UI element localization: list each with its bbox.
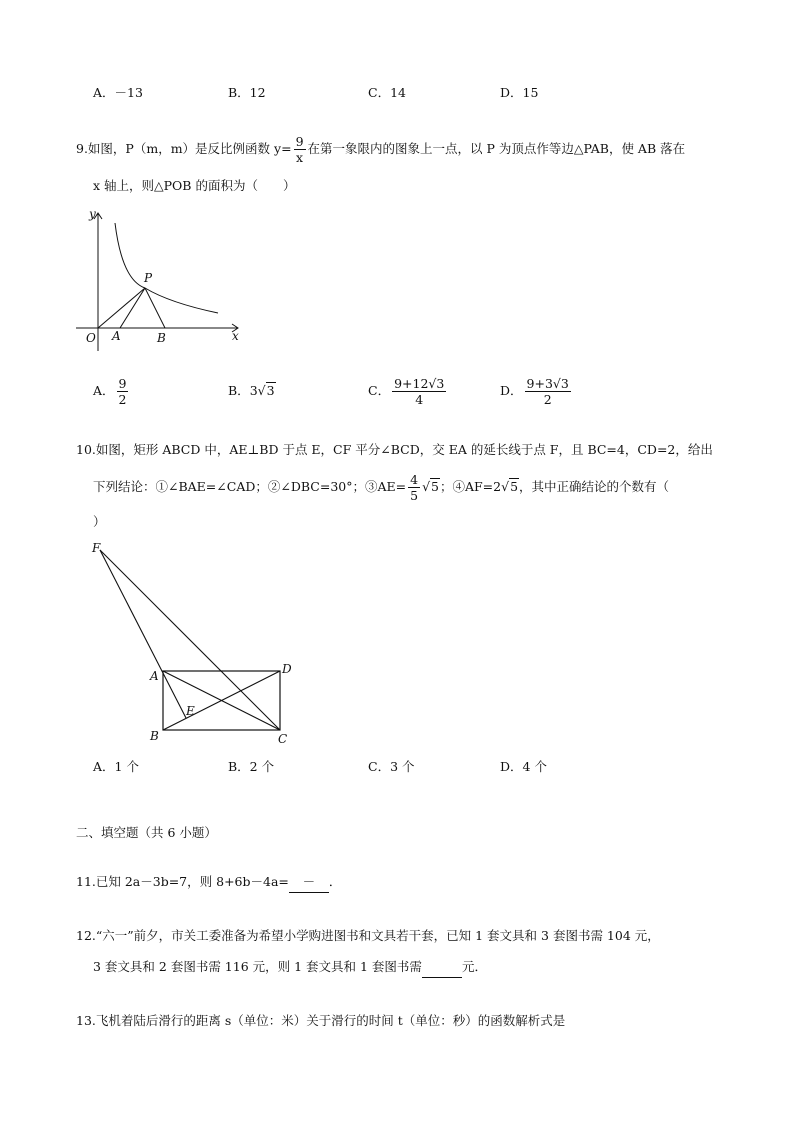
q10-segment-fc xyxy=(100,550,280,730)
q10-option-b: B．2 个 xyxy=(228,759,275,774)
q8-option-c: C．14 xyxy=(368,85,406,100)
q10-stem-line3: ） xyxy=(93,514,106,529)
q9-option-d-fraction xyxy=(525,376,571,407)
q9-label-p: P xyxy=(144,271,153,285)
q9-option-a-den: 2 xyxy=(118,392,127,407)
q9-frac-num: 9 xyxy=(295,134,304,149)
q10-af-sqrt: √5 xyxy=(501,479,519,494)
q10-option-a: A．1 个 xyxy=(93,759,139,774)
q9-option-a-fraction xyxy=(117,376,129,407)
q10-stem-line1: 10.如图，矩形 ABCD 中，AE⊥BD 于点 E，CF 平分∠BCD，交 EA 的延长线于点 F，且 BC=4，CD=2，给出 xyxy=(76,442,713,457)
q9-option-d-num: 9+3√3 xyxy=(526,376,569,391)
q10-line2-part-c: ，其中正确结论的个数有（ xyxy=(519,479,670,494)
q12-answer-blank xyxy=(422,957,462,978)
q13-stem: 13.飞机着陆后滑行的距离 s（单位：米）关于滑行的时间 t（单位：秒）的函数解析式是 xyxy=(76,1013,566,1028)
q10-af-radicand: 5 xyxy=(510,479,519,494)
q11-stem xyxy=(76,872,341,893)
q10-ae-fraction xyxy=(408,472,420,503)
q9-label-x: x xyxy=(232,329,239,343)
q9-option-b-radicand: 3 xyxy=(266,383,275,398)
q10-label-e: E xyxy=(186,704,195,718)
q9-option-b-coef: 3 xyxy=(249,383,258,398)
q10-label-f: F xyxy=(92,541,101,555)
q9-stem-line2: x 轴上，则△POB 的面积为（ ） xyxy=(93,178,296,193)
q12-stem-line2 xyxy=(93,957,487,978)
q9-stem-line1 xyxy=(76,132,685,166)
q9-function-fraction xyxy=(294,134,306,165)
q11-text-b: ． xyxy=(328,874,342,889)
q9-prefix: 9.如图，P（m，m）是反比例函数 y= xyxy=(76,141,292,156)
q9-segment-pb xyxy=(145,288,165,328)
q9-label-o: O xyxy=(86,331,96,345)
q9-segment-op xyxy=(98,288,145,328)
q10-label-c: C xyxy=(278,732,288,746)
q11-text-a: 11.已知 2a－3b=7，则 8+6b－4a= xyxy=(76,874,289,889)
q12-line2-part-a: 3 套文具和 2 套图书需 116 元，则 1 套文具和 1 套图书需 xyxy=(93,959,422,974)
q10-ae-frac-den: 5 xyxy=(410,488,419,503)
q10-label-d: D xyxy=(282,662,292,676)
q9-option-c-num: 9+12√3 xyxy=(394,376,445,391)
q9-option-b xyxy=(228,381,276,401)
q9-label-a: A xyxy=(112,329,121,343)
q10-ae-sqrt: √5 xyxy=(422,479,439,494)
q10-line2-part-b: ；④AF=2 xyxy=(439,479,502,494)
q11-answer-blank: － xyxy=(289,872,329,893)
q9-figure xyxy=(70,205,250,355)
q8-option-b: B．12 xyxy=(228,85,266,100)
q10-option-d: D．4 个 xyxy=(500,759,547,774)
q10-stem-line2 xyxy=(93,470,669,504)
q10-line2-part-a: 下列结论：①∠BAE=∠CAD；②∠DBC=30°；③AE= xyxy=(93,479,407,494)
q9-option-d-label: D． xyxy=(500,383,523,398)
q9-option-b-sqrt: √3 xyxy=(257,383,275,398)
q10-ae-radicand: 5 xyxy=(431,479,439,494)
q9-hyperbola xyxy=(115,223,218,313)
q9-option-c-fraction xyxy=(392,376,446,407)
q9-frac-den: x xyxy=(296,150,304,165)
q9-label-y: y xyxy=(89,207,96,221)
q9-option-c xyxy=(368,374,448,408)
section-title: 二、填空题（共 6 小题） xyxy=(76,825,217,840)
q9-option-b-label: B． xyxy=(228,383,250,398)
q10-segment-fe xyxy=(100,550,186,718)
q9-suffix: 在第一象限内的图象上一点，以 P 为顶点作等边△PAB，使 AB 落在 xyxy=(307,141,686,156)
q10-ae-frac-num: 4 xyxy=(410,472,419,487)
q9-option-d xyxy=(500,374,573,408)
q9-label-b: B xyxy=(157,331,166,345)
q9-option-a-num: 9 xyxy=(118,376,127,391)
q9-segment-pa xyxy=(120,288,145,328)
q9-option-a xyxy=(93,374,130,408)
q9-option-c-den: 4 xyxy=(415,392,424,407)
q10-option-c: C．3 个 xyxy=(368,759,415,774)
q8-option-d: D．15 xyxy=(500,85,539,100)
q9-option-d-den: 2 xyxy=(543,392,552,407)
q9-option-c-label: C． xyxy=(368,383,391,398)
q12-line2-part-b: 元． xyxy=(461,959,487,974)
q8-option-a: A．－13 xyxy=(93,85,143,100)
q12-stem-line1: 12.“六一”前夕，市关工委准备为希望小学购进图书和文具若干套，已知 1 套文具和 3 套图书需 104 元， xyxy=(76,928,660,943)
q9-option-a-label: A． xyxy=(93,383,115,398)
q10-figure xyxy=(88,540,298,750)
q10-label-b: B xyxy=(150,729,159,743)
q10-label-a: A xyxy=(150,669,159,683)
